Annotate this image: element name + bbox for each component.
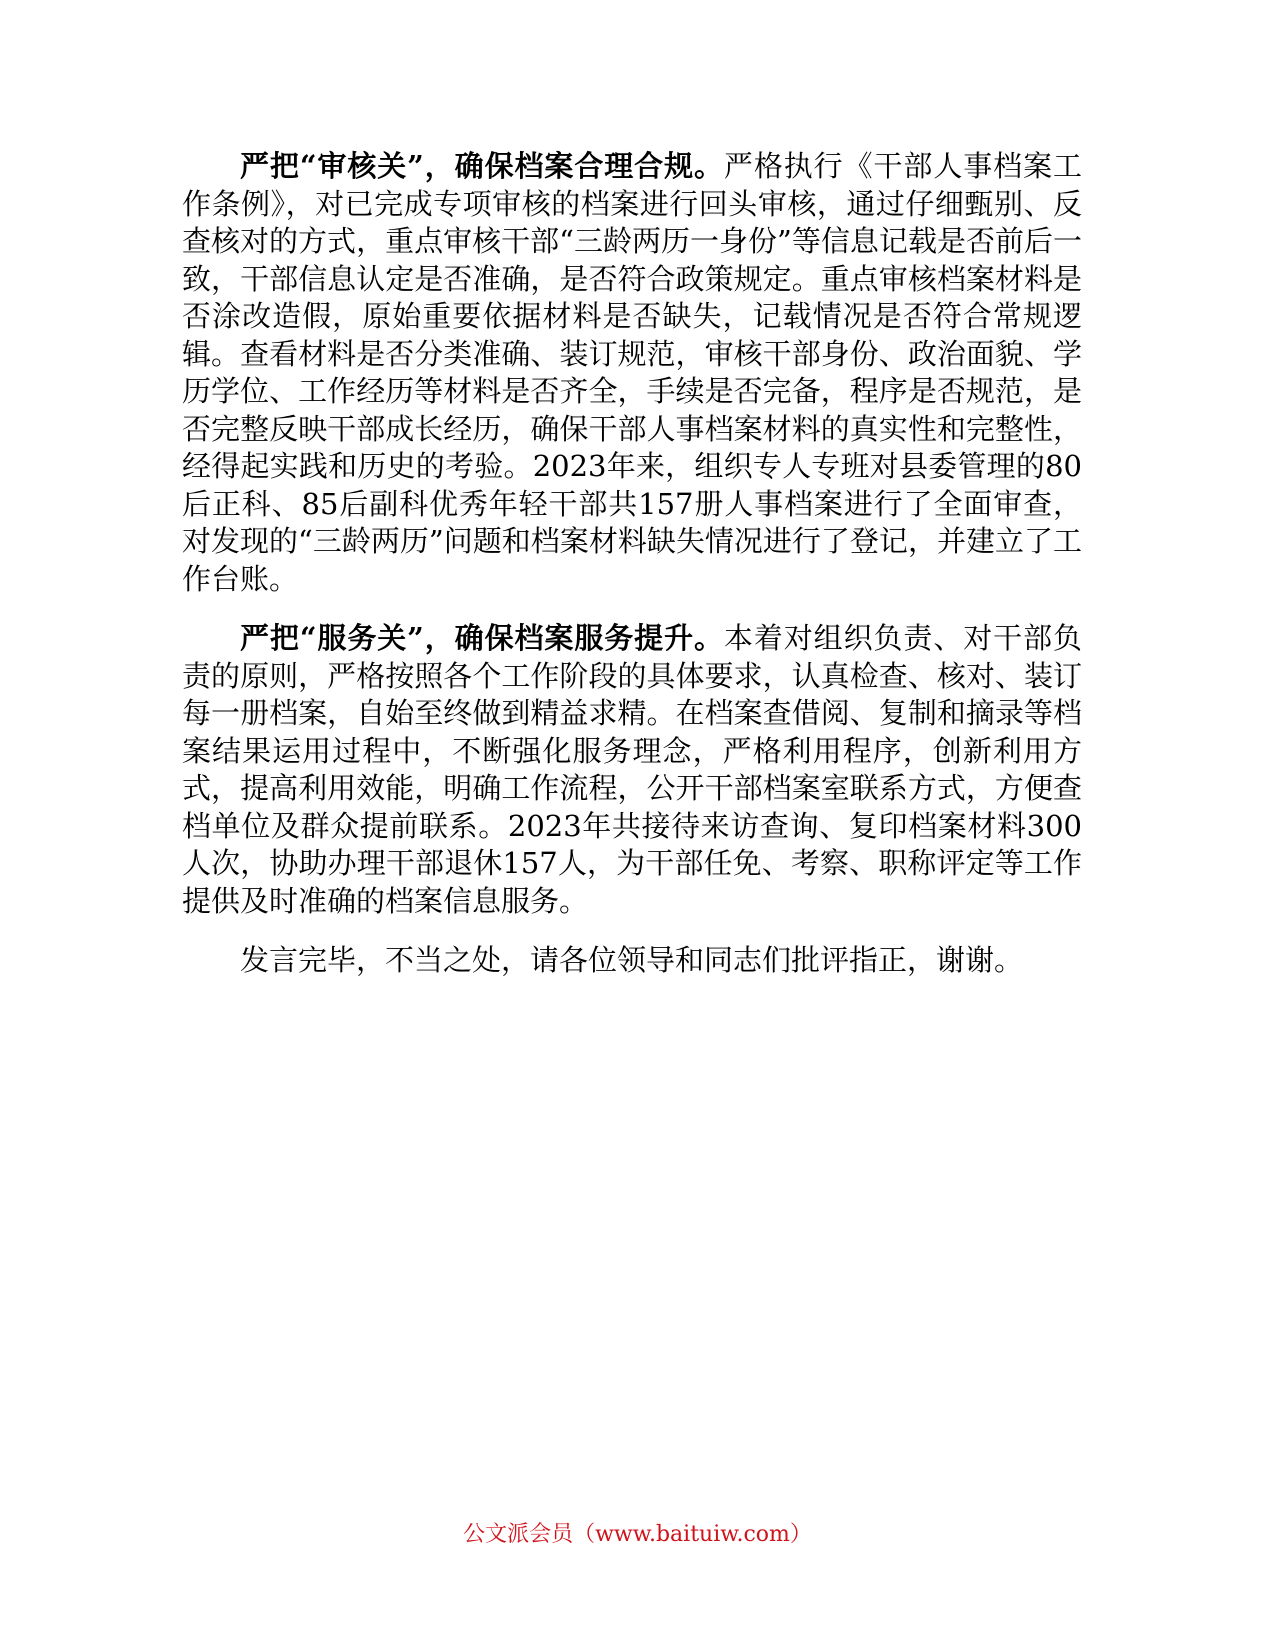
paragraph-service — [182, 620, 1082, 920]
paragraph-service-lead: 严把“服务关”，确保档案服务提升。 — [240, 621, 724, 655]
paragraph-review — [182, 148, 1082, 598]
paragraph-service-text: 本着对组织负责、对干部负责的原则，严格按照各个工作阶段的具体要求，认真检查、核对、装订每一册档案，自始至终做到精益求精。在档案查借阅、复制和摘录等档案结果运用过程中，不断强化服务理念，严格利用程序，创新利用方式，提高利用效能，明确工作流程，公开干部档案室联系方式，方便查档单位及群众提前联系。2023年共接待来访查询、复印档案材料300人次，协助办理干部退休157人，为干部任免、考察、职称评定等工作提供及时准确的档案信息服务。 — [182, 621, 1082, 918]
paragraph-review-text: 严格执行《干部人事档案工作条例》，对已完成专项审核的档案进行回头审核，通过仔细甄别、反查核对的方式，重点审核干部“三龄两历一身份”等信息记载是否前后一致，干部信息认定是否准确，是否符合政策规定。重点审核档案材料是否涂改造假，原始重要依据材料是否缺失，记载情况是否符合常规逻辑。查看材料是否分类准确、装订规范，审核干部身份、政治面貌、学历学位、工作经历等材料是否齐全，手续是否完备，程序是否规范，是否完整反映干部成长经历，确保干部人事档案材料的真实性和完整性，经得起实践和历史的考验。2023年来，组织专人专班对县委管理的80后正科、85后副科优秀年轻干部共157册人事档案进行了全面审查，对发现的“三龄两历”问题和档案材料缺失情况进行了登记，并建立了工作台账。 — [182, 149, 1082, 596]
paragraph-closing — [182, 942, 1082, 980]
document-body — [182, 148, 1082, 1002]
paragraph-review-lead: 严把“审核关”，确保档案合理合规。 — [240, 149, 724, 183]
paragraph-closing-text: 发言完毕，不当之处，请各位领导和同志们批评指正，谢谢。 — [240, 943, 1024, 977]
footer-watermark: 公文派会员（www.baituiw.com） — [463, 1522, 812, 1547]
